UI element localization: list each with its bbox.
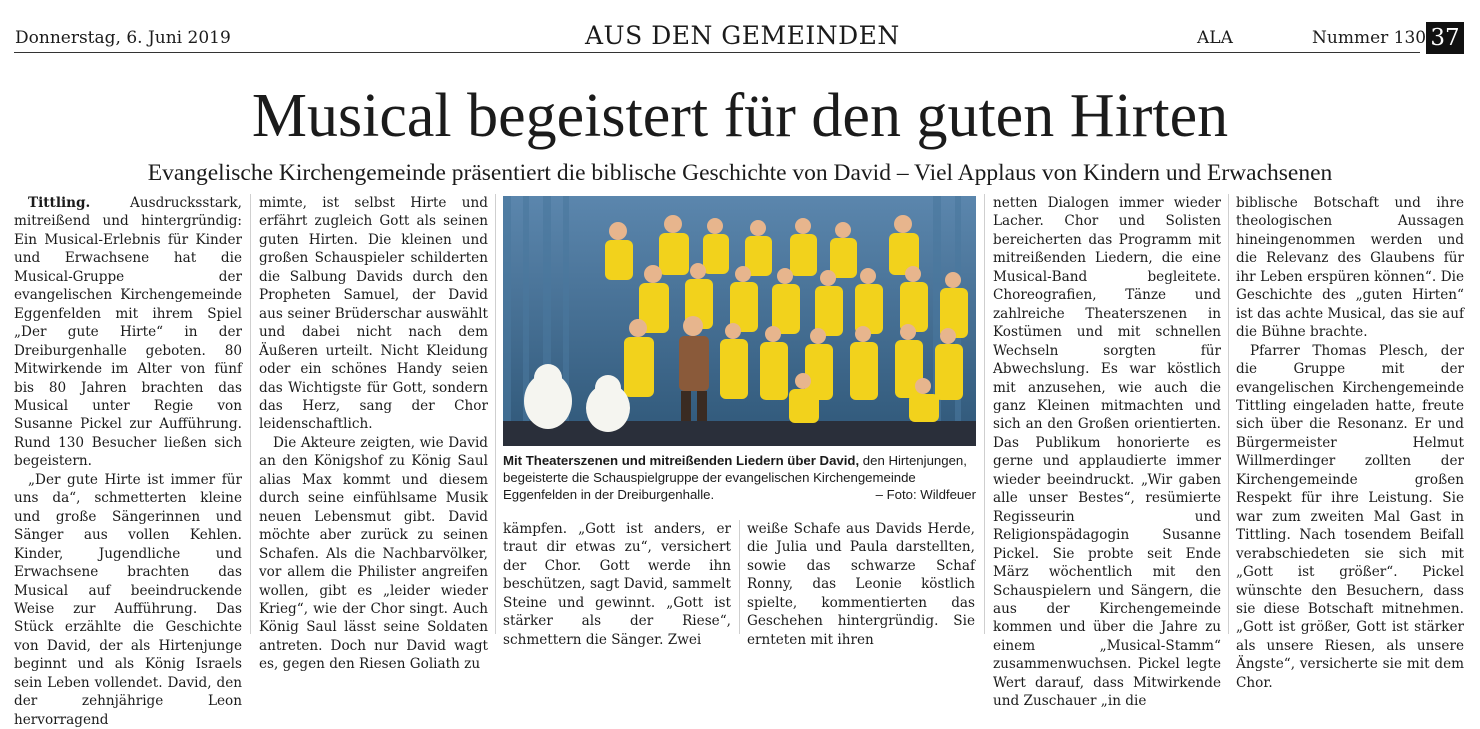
header-rule [14, 52, 1420, 53]
column-divider [984, 194, 985, 634]
paragraph-text: Ausdrucksstark, mitreißend und hintergründig: Ein Musical-Erlebnis für Kinder und Erwachsene hat die Musical-Gruppe der evangelischen Kirchengemeinde Eggenfelden mit ihrem Spiel „Der gute Hirte“ in der Dreiburgenhalle geboten. 80 Mitwirkende im Alter von fünf bis 80 Jahren brachten das Musical unter Regie von Susanne Pickel zur Aufführung. Rund 130 Besucher ließen sich begeistern. [14, 195, 242, 470]
issue-number: Nummer 130 [1312, 28, 1427, 48]
paragraph: weiße Schafe aus Davids Herde, die Julia und Paula darstellten, sowie das schwarze Schaf Ronny, das Leonie köstlich spielte, kommentierten das Geschehen hintergründig. Sie ernteten mit ihren [747, 521, 975, 648]
paragraph: „Der gute Hirte ist immer für uns da“, schmetterten kleine und große Sängerinnen und Sänger aus vollen Kehlen. Kinder, Jugendliche und Erwachsene brachten das Musical auf beeindruckende Weise zur Aufführung. Das Stück erzählte die Geschichte von David, der als Hirtenjunge beginnt und als König Israels sein Leben vollendet. David, den der zehnjährige Leon hervorragend [14, 471, 242, 728]
article-column-1 [14, 194, 242, 729]
caption-bold: Mit Theaterszenen und mitreißenden Liedern über David, [503, 453, 860, 468]
page-number-badge: 37 [1426, 22, 1464, 54]
edition-label: ALA [1197, 28, 1233, 48]
article-subheadline: Evangelische Kirchengemeinde präsentiert die biblische Geschichte von David – Viel Applaus von Kindern und Erwachsenen [147, 160, 1333, 186]
dateline: Tittling. [28, 195, 91, 211]
paragraph [14, 194, 242, 471]
header-date: Donnerstag, 6. Juni 2019 [15, 28, 231, 48]
article-column-3 [503, 520, 731, 649]
photo-caption [503, 452, 976, 503]
column-divider [1228, 194, 1229, 634]
article-headline: Musical begeistert für den guten Hirten [251, 82, 1229, 150]
paragraph: biblische Botschaft und ihre theologischen Aussagen hineingenommen werden und die Relevanz des Glaubens für ihr Leben erspüren können“. Die Geschichte des „guten Hirten“ ist das achte Musical, das sie auf die Bühne brachte. [1236, 195, 1464, 341]
column-divider [250, 194, 251, 634]
caption-text: den Hirtenjungen, begeisterte die Schauspielgruppe der evangelischen Kirchengemeinde Eggenfelden in der Dreiburgenhalle. [503, 453, 967, 502]
column-divider [495, 194, 496, 634]
paragraph: mimte, ist selbst Hirte und erfährt zugleich Gott als seinen guten Hirten. Die kleinen und großen Schauspieler schilderten die Salbung Davids durch den Propheten Samuel, der David aus seiner Brüderschar auswählt und dabei nicht nach dem Äußeren urteilt. Nicht Kleidung oder ein schönes Handy seien das Wichtigste für Gott, sondern das Herz, sang der Chor leidenschaftlich. [259, 195, 488, 433]
paragraph: netten Dialogen immer wieder Lacher. Chor und Solisten bereicherten das Programm mit mitreißenden Liedern, die eine Musical-Band begleitete. Choreografien, Tänze und zahlreiche Theaterszenen in Kostümen und mit schnellen Wechseln sorgten für Abwechslung. Es war köstlich mit anzusehen, wie auch die ganz Kleinen mitmachten und sich an den Großen orientierten. Das Publikum honorierte es gerne und applaudierte immer wieder beeindruckt. „Wir gaben alle unser Bestes“, resümierte Regisseurin und Religionspädagogin Susanne Pickel. Sie probte seit Ende März wöchentlich mit den Schauspielern und Sängern, die aus der Kirchengemeinde kommen und über die Jahre zu einem „Musical-Stamm“ zusammenwuchsen. Pickel legte Wert darauf, dass Mitwirkende und Zuschauer „in die [993, 195, 1221, 710]
article-column-2 [259, 194, 488, 674]
article-column-5 [993, 194, 1221, 711]
column-divider [739, 520, 740, 634]
paragraph: Die Akteure zeigten, wie David an den Königshof zu König Saul alias Max kommt und diesem durch seine einfühlsame Musik neuen Lebensmut gibt. David möchte aber zurück zu seinen Schafen. Als die Nachbarvölker, vor allem die Philister angreifen wollen, gibt es „leider wieder Krieg“, wie der Chor singt. Auch König Saul lässt seine Soldaten antreten. Doch nur David wagt es, gegen den Riesen Goliath zu [259, 434, 488, 673]
paragraph: kämpfen. „Gott ist anders, er traut dir etwas zu“, versichert der Chor. Gott werde ihn beschützen, sagt David, sammelt Steine und gewinnt. „Gott ist stärker als der Riese“, schmettern die Sänger. Zwei [503, 521, 731, 648]
photo-illustration [503, 196, 976, 446]
photo-credit: – Foto: Wildfeuer [875, 487, 976, 502]
paragraph: Pfarrer Thomas Plesch, der die Gruppe mit der evangelischen Kirchengemeinde Tittling eingeladen hatte, freute sich über die Resonanz. Er und Bürgermeister Helmut Willmerdinger zollten der Kirchengemeinde großen Respekt für ihre Leistung. Sie war zum zweiten Mal Gast in Tittling. Nach tosendem Beifall verabschiedeten sie sich mit „Gott ist größer“. Pickel wünschte den Besuchern, dass sie diese Botschaft mitnehmen. „Gott ist größer, Gott ist stärker als unsere Riesen, als unsere Ängste“, versicherte sie mit dem Chor. [1236, 342, 1464, 691]
article-photo [503, 196, 976, 446]
article-column-4 [747, 520, 975, 649]
section-title: AUS DEN GEMEINDEN [585, 21, 900, 50]
article-column-6 [1236, 194, 1464, 692]
